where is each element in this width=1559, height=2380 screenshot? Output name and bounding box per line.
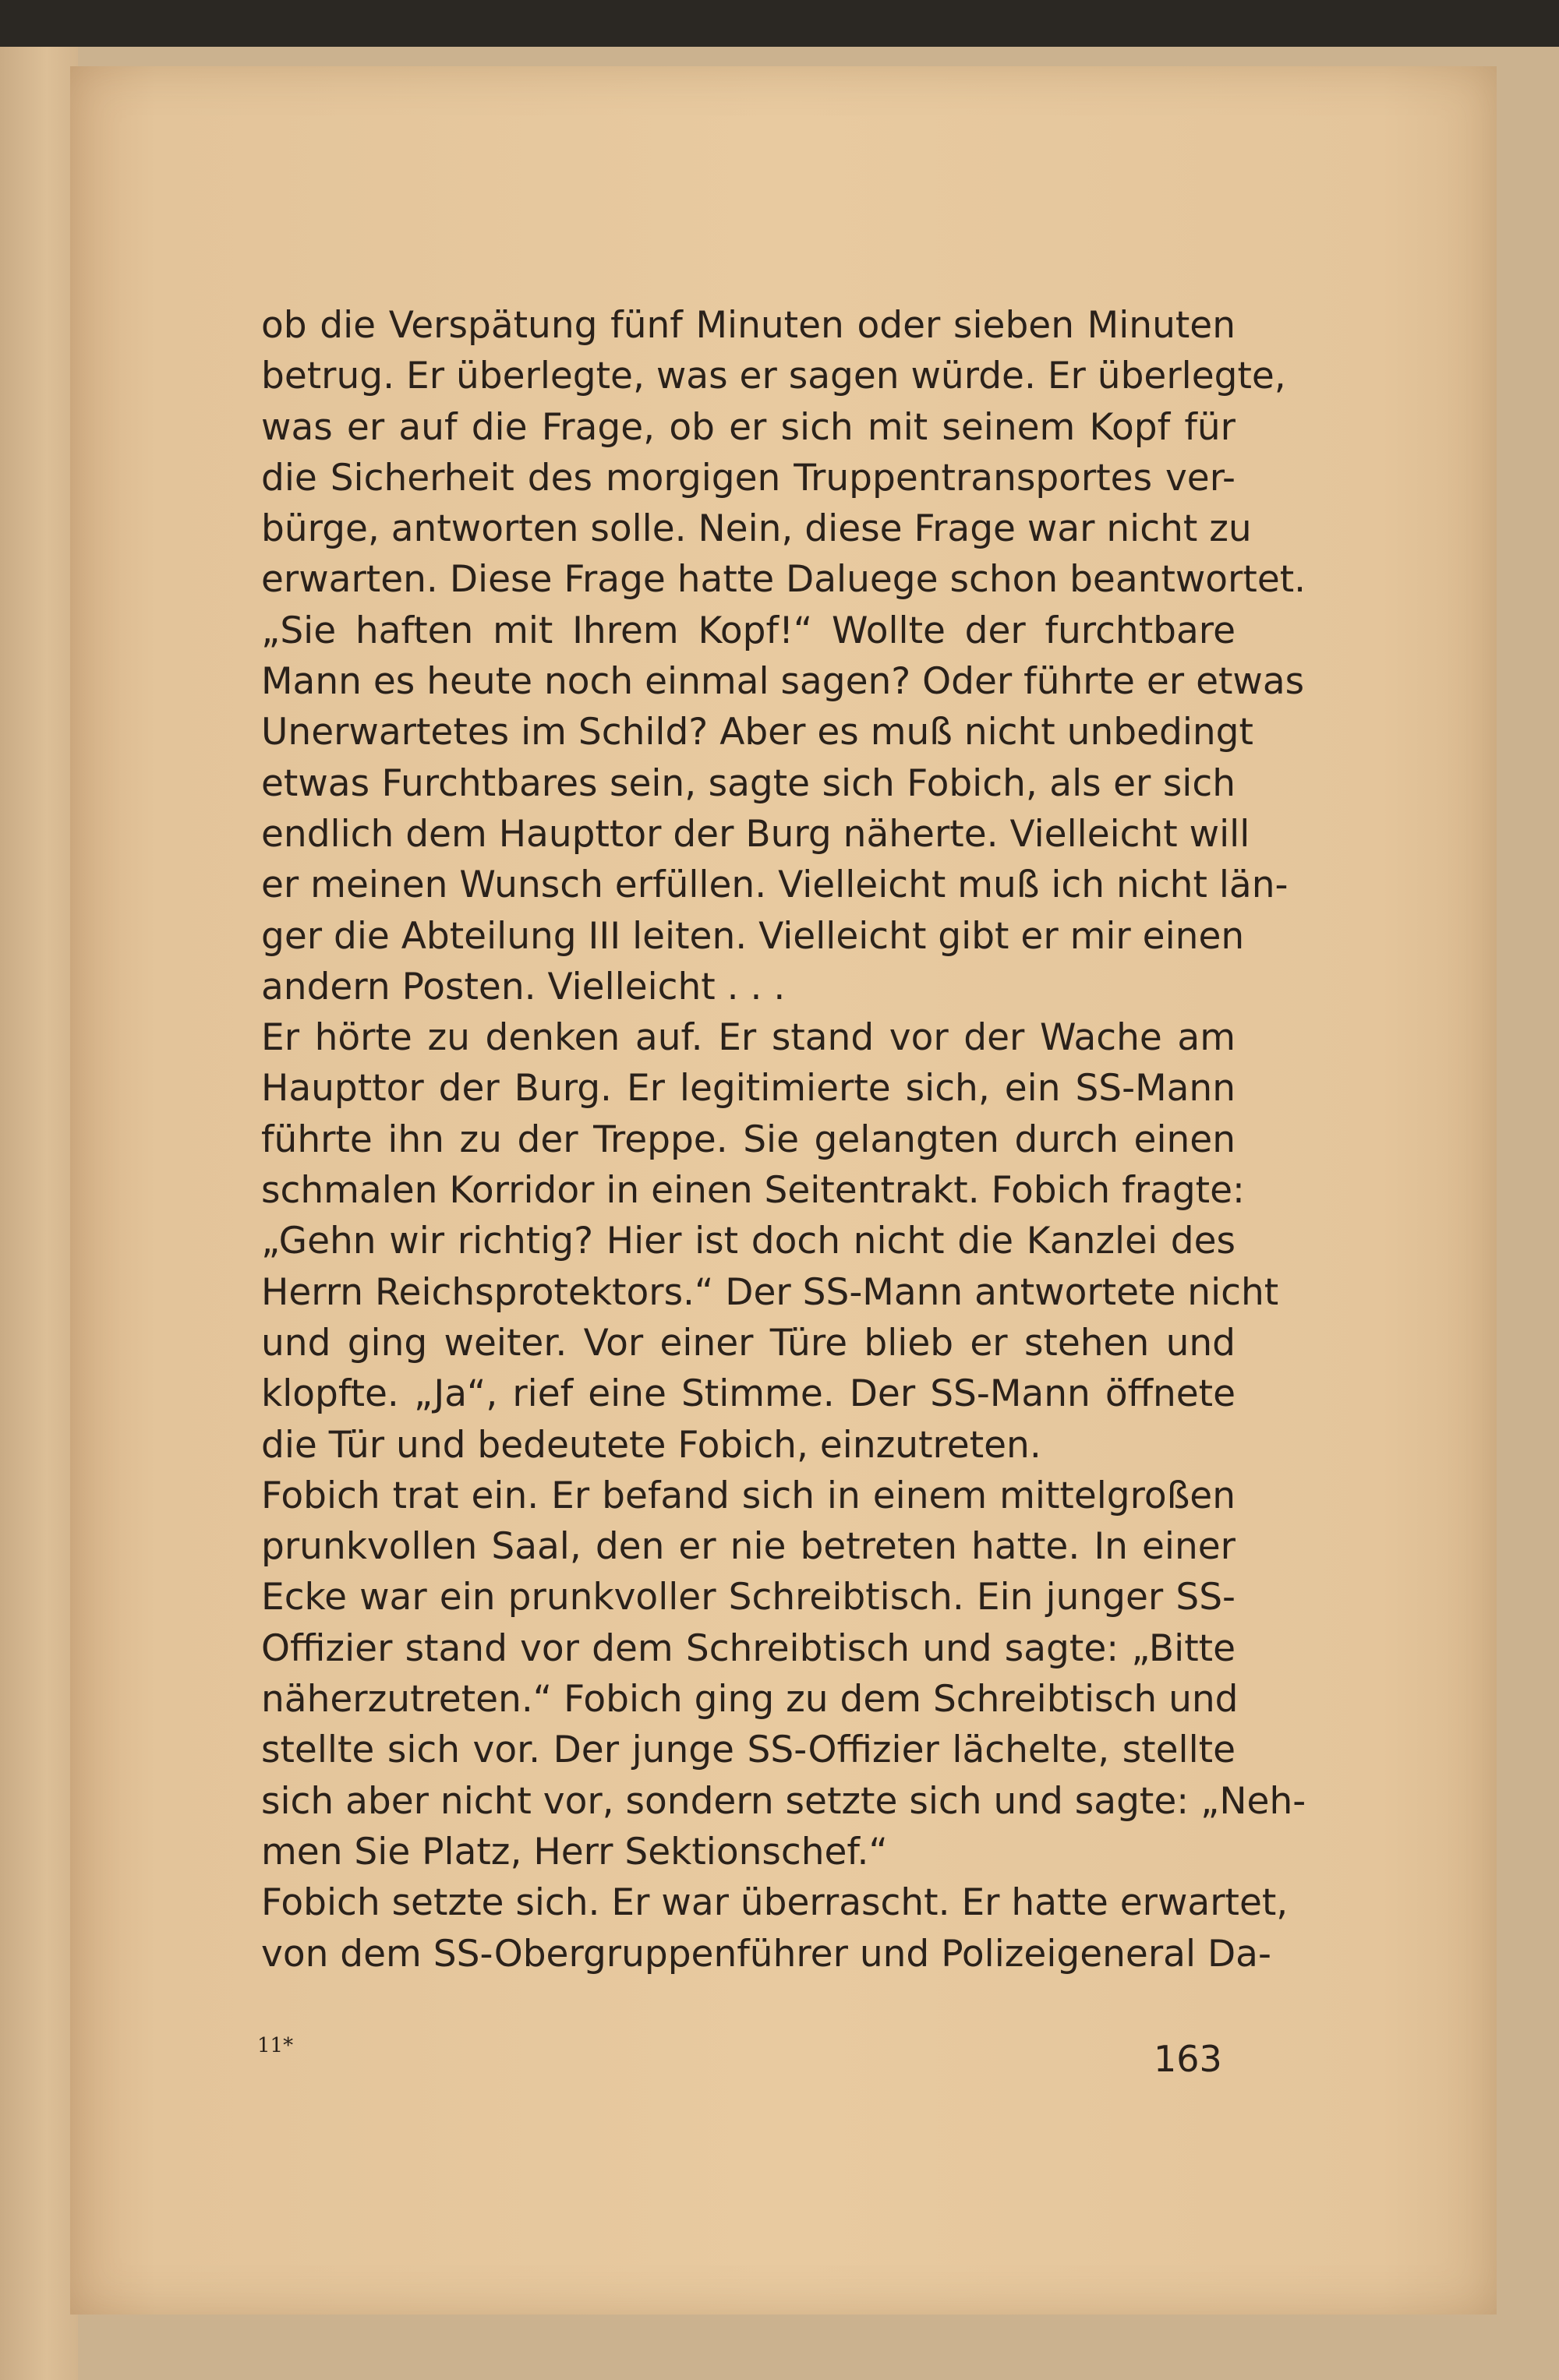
text-line: men Sie Platz, Herr Sektionschef.“	[261, 1830, 888, 1873]
text-line: was er auf die Frage, ob er sich mit seinem Kopf für	[261, 405, 1236, 449]
text-line: Fobich trat ein. Er befand sich in einem mittelgroßen	[261, 1474, 1236, 1517]
text-line: näherzutreten.“ Fobich ging zu dem Schreibtisch und	[261, 1678, 1239, 1721]
text-line: endlich dem Haupttor der Burg näherte. Vielleicht will	[261, 812, 1250, 856]
text-line: „Gehn wir richtig? Hier ist doch nicht die Kanzlei des	[261, 1220, 1236, 1263]
text-line: führte ihn zu der Treppe. Sie gelangten durch einen	[261, 1118, 1236, 1161]
signature-mark: 11*	[257, 2034, 294, 2057]
text-line: Haupttor der Burg. Er legitimierte sich, ein SS-Mann	[261, 1067, 1236, 1111]
text-line: er meinen Wunsch erfüllen. Vielleicht muß ich nicht län-	[261, 863, 1289, 907]
text-line: Unerwartetes im Schild? Aber es muß nicht unbedingt	[261, 711, 1253, 754]
book-gutter	[0, 47, 78, 2380]
page-number: 163	[1154, 2038, 1222, 2080]
text-line: betrug. Er überlegte, was er sagen würde. Er überlegte,	[261, 355, 1286, 398]
text-line: stellte sich vor. Der junge SS-Offizier lächelte, stellte	[261, 1729, 1236, 1772]
text-line: von dem SS-Obergruppenführer und Polizeigeneral Da-	[261, 1932, 1271, 1976]
text-line: sich aber nicht vor, sondern setzte sich und sagte: „Neh-	[261, 1779, 1306, 1823]
body-text	[261, 300, 1306, 1979]
text-line: Fobich setzte sich. Er war überrascht. Er hatte erwartet,	[261, 1881, 1289, 1925]
text-line: prunkvollen Saal, den er nie betreten hatte. In einer	[261, 1525, 1236, 1569]
text-line: „Sie haften mit Ihrem Kopf!“ Wollte der furchtbare	[261, 609, 1236, 652]
text-line: klopfte. „Ja“, rief eine Stimme. Der SS-Mann öffnete	[261, 1372, 1236, 1416]
text-line: Mann es heute noch einmal sagen? Oder führte er etwas	[261, 660, 1305, 704]
text-line: bürge, antworten solle. Nein, diese Frage war nicht zu	[261, 507, 1252, 551]
text-line: und ging weiter. Vor einer Türe blieb er stehen und	[261, 1321, 1236, 1365]
text-line: die Tür und bedeutete Fobich, einzutreten.	[261, 1423, 1041, 1467]
text-line: erwarten. Diese Frage hatte Daluege schon beantwortet.	[261, 558, 1306, 602]
text-line: Offizier stand vor dem Schreibtisch und sagte: „Bitte	[261, 1626, 1236, 1670]
text-line: Er hörte zu denken auf. Er stand vor der Wache am	[261, 1016, 1236, 1060]
text-line: ob die Verspätung fünf Minuten oder sieben Minuten	[261, 304, 1236, 347]
text-line: andern Posten. Vielleicht . . .	[261, 965, 786, 1008]
text-line: die Sicherheit des morgigen Truppentransportes ver-	[261, 456, 1236, 500]
text-line: ger die Abteilung III leiten. Vielleicht gibt er mir einen	[261, 914, 1245, 958]
text-line: etwas Furchtbares sein, sagte sich Fobich, als er sich	[261, 761, 1236, 805]
text-line: Herrn Reichsprotektors.“ Der SS-Mann antwortete nicht	[261, 1270, 1279, 1314]
text-line: schmalen Korridor in einen Seitentrakt. Fobich fragte:	[261, 1169, 1245, 1213]
text-line: Ecke war ein prunkvoller Schreibtisch. Ein junger SS-	[261, 1576, 1236, 1619]
